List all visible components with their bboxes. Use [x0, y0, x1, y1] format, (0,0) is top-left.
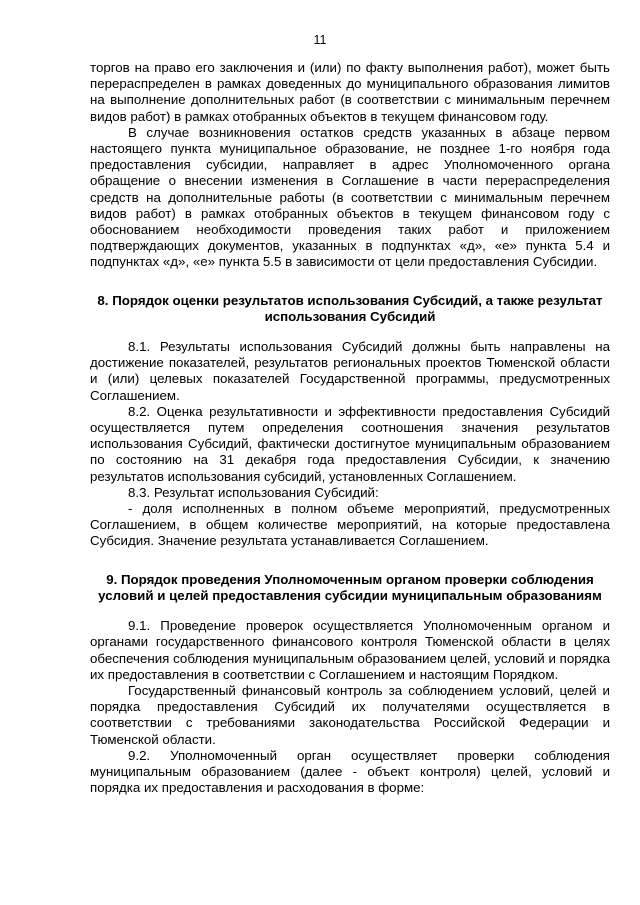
section-9-heading: 9. Порядок проведения Уполномоченным органом проверки соблюдения условий и целей предоставления субсидии муниципальным образованиям [98, 571, 602, 603]
paragraph-remaining-funds: В случае возникновения остатков средств указанных в абзаце первом настоящего пункта муниципальное образование, не позднее 1-го ноября года предоставления субсидии, направляет в адрес Уполномоченного органа обращение о внесении изменения в Соглашение в части перераспределения средств на дополнительные работы (в соответствии с минимальным перечнем видов работ) в рамках отобранных объектов в текущем финансовом году с обоснованием необходимости проведения таких работ и приложением подтверждающих документов, указанных в подпунктах «д», «е» пункта 5.4 и подпунктах «д», «е» пункта 5.5 в зависимости от цели предоставления Субсидии. [90, 124, 610, 270]
paragraph-9-2: 9.2. Уполномоченный орган осуществляет проверки соблюдения муниципальным образованием (далее - объект контроля) целей, условий и порядка их предоставления и расходования в форме: [90, 747, 610, 796]
section-8-heading: 8. Порядок оценки результатов использования Субсидий, а также результат использования Субсидий [97, 292, 603, 324]
paragraph-9-1: 9.1. Проведение проверок осуществляется Уполномоченным органом и органами государственного финансового контроля Тюменской области в целях обеспечения соблюдения муниципальным образованием целей, условий и порядка их предоставления в соответствии с Соглашением и настоящим Порядком. [90, 618, 610, 682]
paragraph-9-1-financial-control: Государственный финансовый контроль за соблюдением условий, целей и порядка предоставления Субсидий их получателями осуществляется в соответствии с требованиями законодательства Российской Федерации и Тюменской области. [90, 682, 610, 747]
paragraph-8-2: 8.2. Оценка результативности и эффективности предоставления Субсидий осуществляется путем определения соотношения значения результатов использования Субсидий, фактически достигнутое муниципальным образованием по состоянию на 31 декабря года предоставления Субсидии, к значению результатов использования субсидий, установленных Соглашением. [90, 403, 610, 484]
paragraph-continuation: торгов на право его заключения и (или) по факту выполнения работ), может быть перераспределен в рамках доведенных до муниципального образования лимитов на выполнение дополнительных работ (в соответствии с минимальным перечнем видов работ) в рамках отобранных объектов в текущем финансовом году. [90, 60, 610, 124]
paragraph-8-3-item: - доля исполненных в полном объеме мероприятий, предусмотренных Соглашением, в общем количестве мероприятий, на которые предоставлена Субсидия. Значение результата устанавливается Соглашением. [90, 501, 610, 549]
paragraph-8-3: 8.3. Результат использования Субсидий: [128, 484, 379, 500]
document-body [90, 60, 610, 796]
page-number: 11 [313, 33, 327, 47]
paragraph-8-1: 8.1. Результаты использования Субсидий должны быть направлены на достижение показателей, результатов региональных проектов Тюменской области и (или) целевых показателей Государственной программы, предусмотренных Соглашением. [90, 339, 610, 403]
